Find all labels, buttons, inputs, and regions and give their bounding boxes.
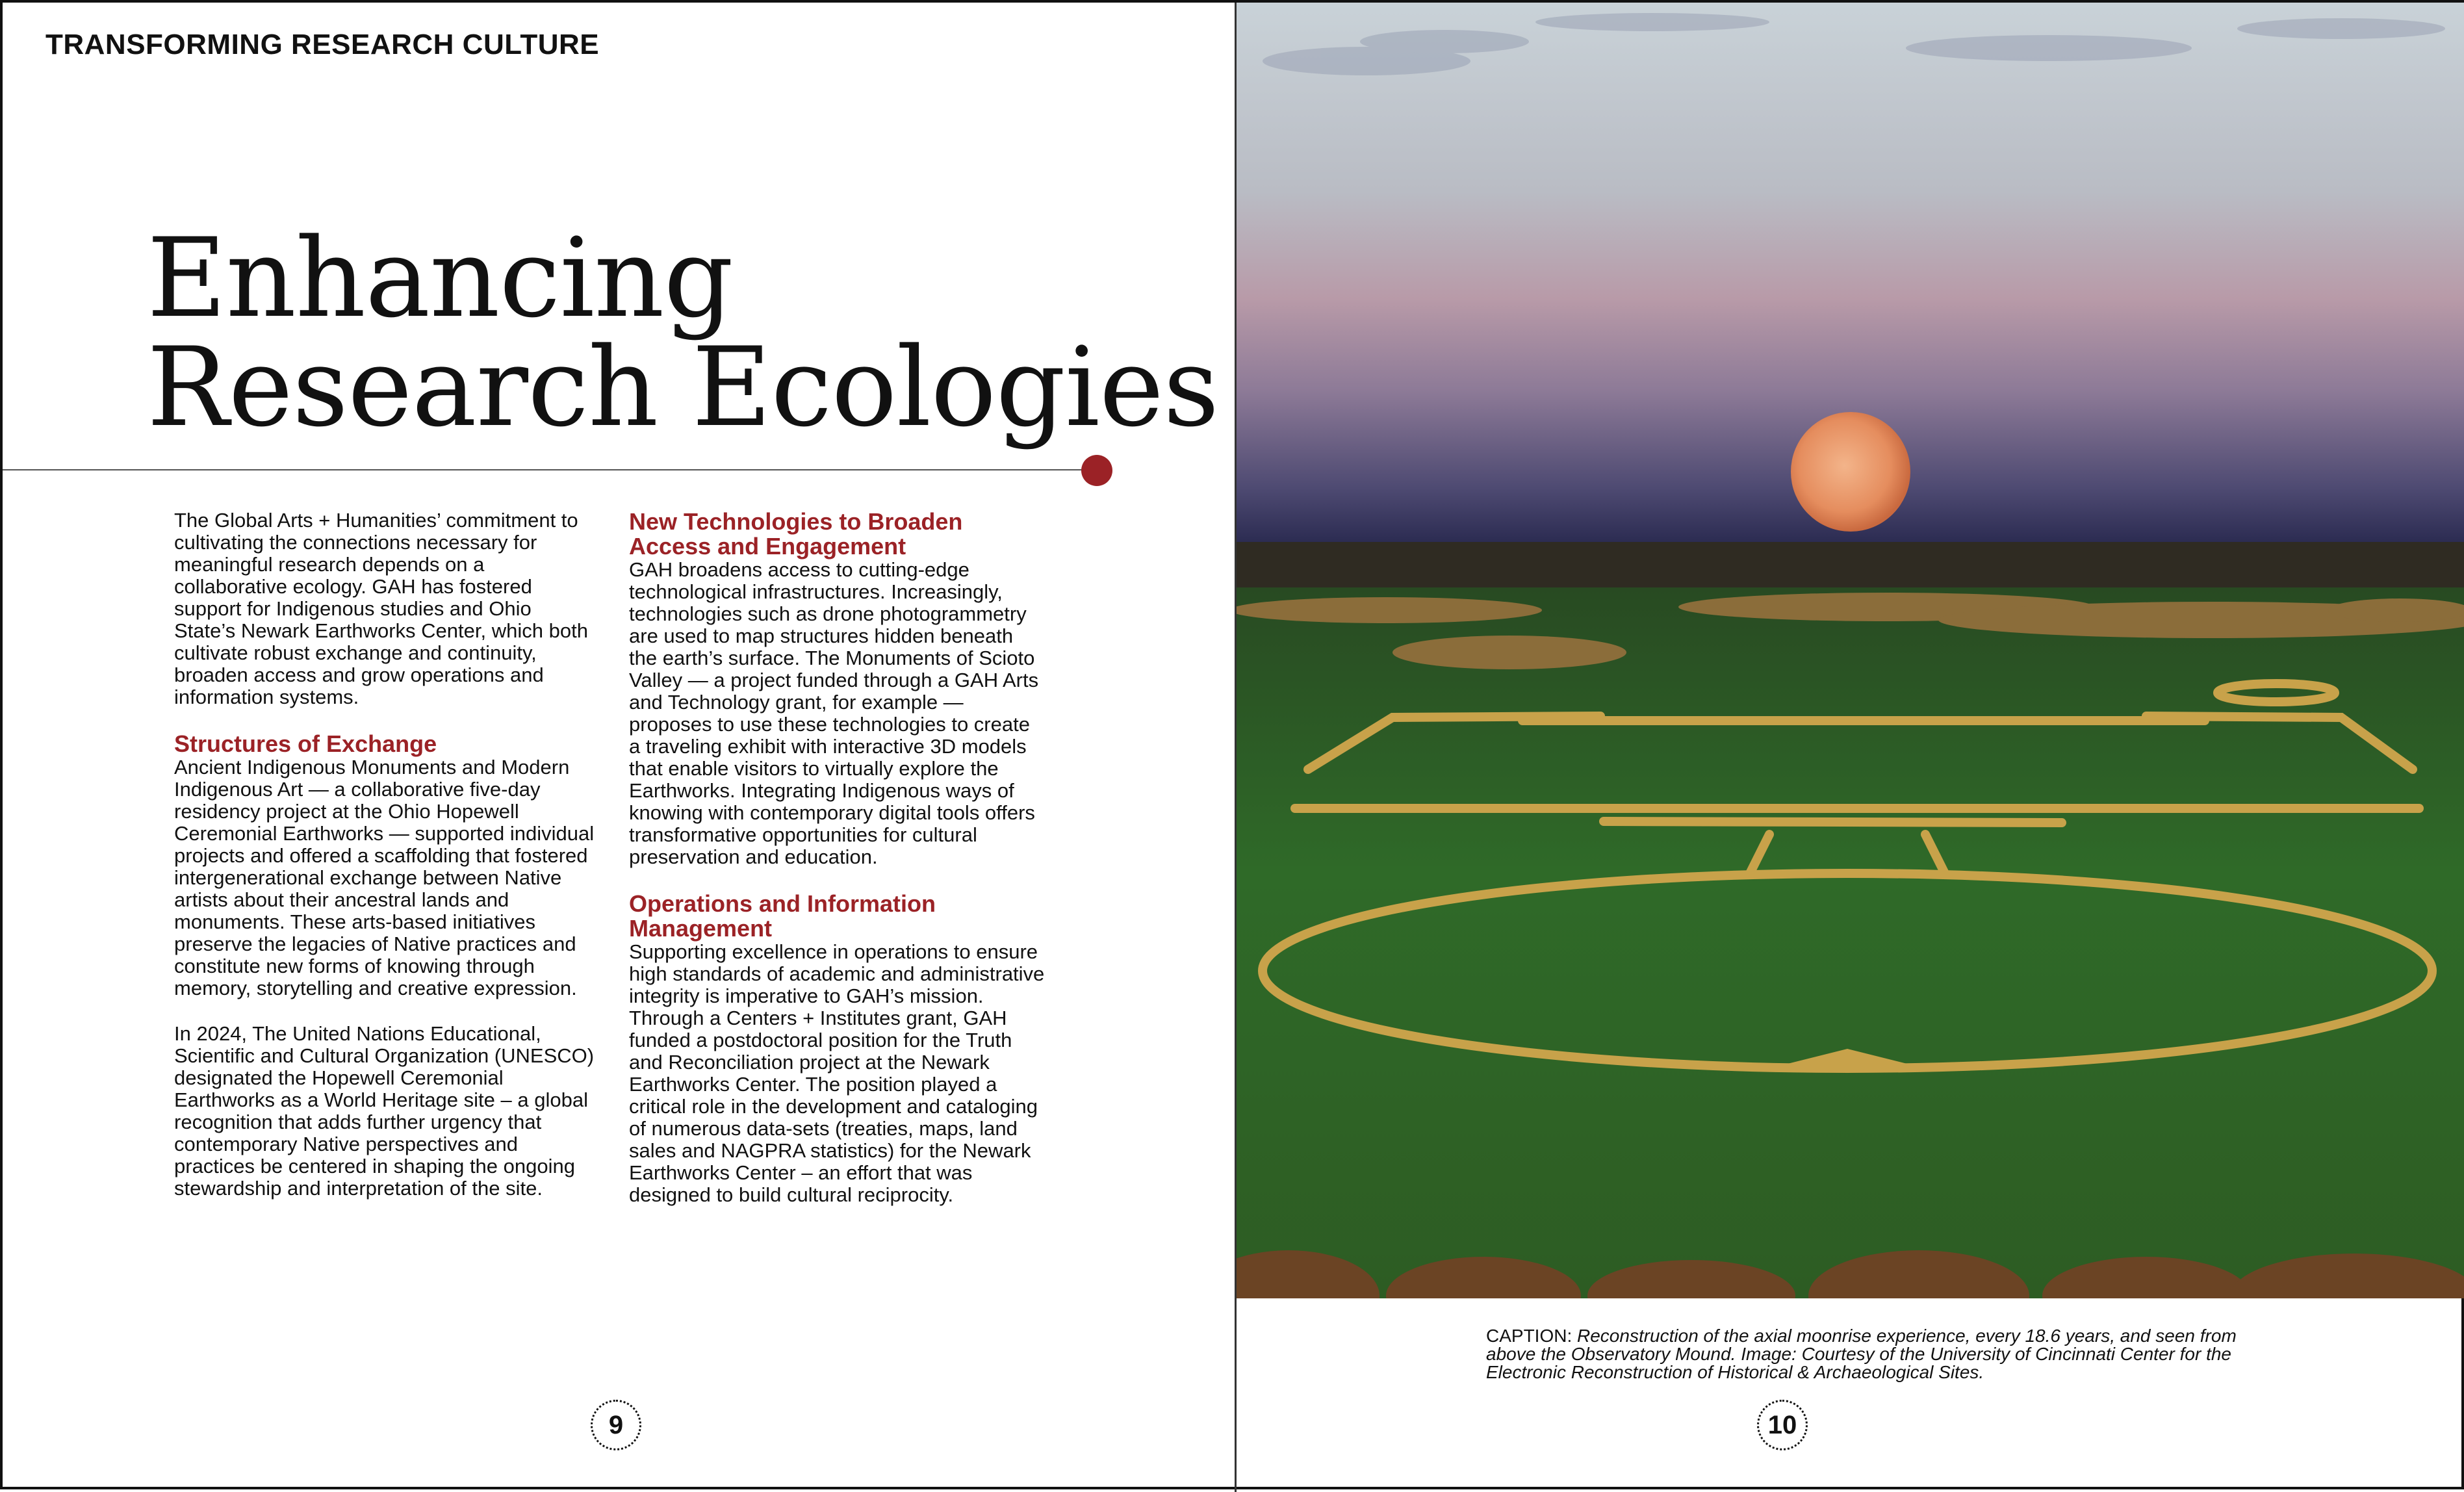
headline-line-1: Enhancing (147, 214, 733, 342)
text-column-1 (174, 509, 597, 1223)
headline-line-2: Research Ecologies (147, 324, 1219, 451)
heading-structures-of-exchange: Structures of Exchange (174, 730, 437, 757)
caption-body: Reconstruction of the axial moonrise experience, every 18.6 years, and seen from above the Observatory Mound. Image: Courtesy of the University of Cincinnati Center for the Electronic Reconstruction of Historical & Archaeological Sites. (1486, 1326, 2237, 1382)
heading-operations: Operations and Information Management (629, 890, 936, 942)
page-headline (147, 214, 1219, 451)
technologies-paragraph: GAH broadens access to cutting-edge technological infrastructures. Increasingly, technologies such as drone photogrammetry are used to map structures hidden beneath the earth’s surface. The Monuments of Scioto Valley — a project funded through a GAH Arts and Technology grant, for example — proposes to use these technologies to create a traveling exhibit with interactive 3D models that enable visitors to virtually explore the Earthworks. Integrating Indigenous ways of knowing with contemporary digital tools offers transformative opportunities for cultural preservation and education. (629, 558, 1039, 868)
heading-new-technologies: New Technologies to Broaden Access and Engagement (629, 508, 963, 560)
moon (1791, 412, 1910, 532)
structures-paragraph: Ancient Indigenous Monuments and Modern Indigenous Art — a collaborative five-day residency project at the Ohio Hopewell Ceremonial Earthworks — supported individual projects and offered a scaffolding that fostered intergenerational exchange between Native artists about their ancestral lands and monuments. These arts-based initiatives preserve the legacies of Native practices and constitute new forms of knowing through memory, storytelling and creative expression. (174, 756, 595, 999)
image-caption (1486, 1327, 2253, 1382)
right-page (1235, 3, 2464, 1492)
left-page (3, 3, 1235, 1492)
section-label: TRANSFORMING RESEARCH CULTURE (45, 29, 600, 60)
headline-divider (3, 469, 1097, 470)
divider-dot (1081, 455, 1112, 486)
operations-paragraph: Supporting excellence in operations to ensure high standards of academic and administrative integrity is imperative to GAH’s mission. Through a Centers + Institutes grant, GAH funded a postdoctoral position for the Truth and Reconciliation project at the Newark Earthworks Center. The position played a critical role in the development and cataloging of numerous data-sets (treaties, maps, land sales and NAGPRA statistics) for the Newark Earthworks Center – an effort that was designed to build cultural reciprocity. (629, 940, 1045, 1206)
intro-paragraph: The Global Arts + Humanities’ commitment to cultivating the connections necessary for meaningful research depends on a collaborative ecology. GAH has fostered support for Indigenous studies and Ohio State’s Newark Earthworks Center, which both cultivate robust exchange and continuity, broaden access and grow operations and information systems. (174, 509, 588, 708)
earthworks-moonrise-image (1237, 3, 2464, 1298)
page-number-left: 9 (591, 1400, 641, 1450)
page-number-right: 10 (1757, 1400, 1808, 1450)
caption-lead: CAPTION: (1486, 1326, 1572, 1346)
text-column-2 (629, 509, 1045, 1229)
unesco-paragraph: In 2024, The United Nations Educational, Scientific and Cultural Organization (UNESCO) designated the Hopewell Ceremonial Earthworks as a World Heritage site – a global recognition that adds further urgency that contemporary Native perspectives and practices be centered in shaping the ongoing stewardship and interpretation of the site. (174, 1022, 595, 1200)
